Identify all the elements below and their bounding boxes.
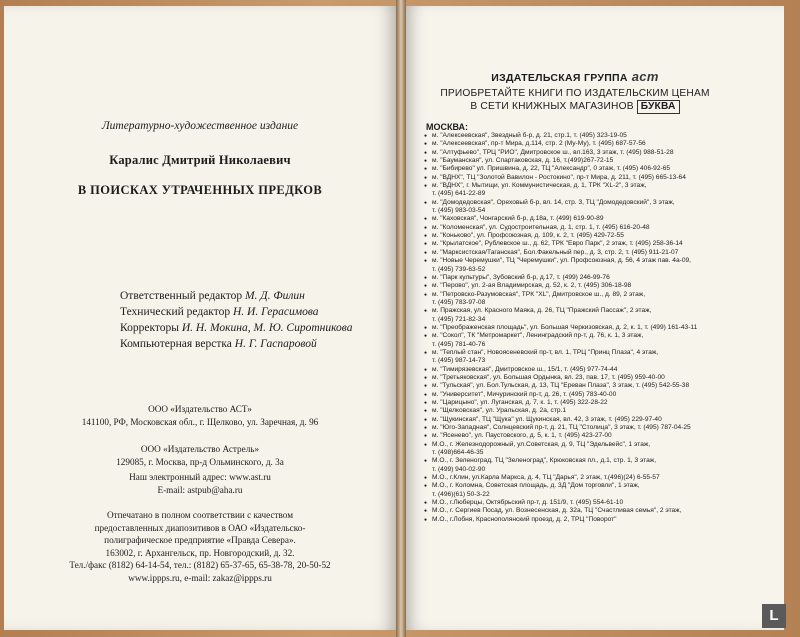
list-item: ● м. "Коломенская", ул. Судостроительная, д. 1, стр. 1, т. (495) 616-20-48: [424, 223, 650, 231]
bullet-icon: ●: [424, 333, 428, 340]
list-item: ● М.О., г. Зеленоград, ТЦ "Зеленоград", Крюковская пл., д.1, стр. 1, 3 этаж,: [424, 457, 657, 465]
bullet-icon: ●: [424, 241, 428, 248]
list-item: ● м. "Ясенево", ул. Паустовского, д. 5, к. 1, т. (495) 423-27-00: [424, 432, 612, 440]
ast-logo-icon: аст: [631, 69, 659, 84]
credit-line: Компьютерная верстка Н. Г. Гаспаровой: [120, 338, 317, 350]
list-item: ● м. "ВДНХ", г. Мытищи, ул. Коммунистическая, д. 1, ТРК "XL-2", 3 этаж,: [424, 182, 647, 190]
book-title: В ПОИСКАХ УТРАЧЕННЫХ ПРЕДКОВ: [77, 183, 323, 197]
credit-line: Технический редактор Н. И. Герасимова: [120, 306, 319, 318]
bullet-icon: ●: [424, 283, 428, 290]
list-item: ● м. "Марксистская/Таганская", Бол.Факельный пер., д. 3, стр. 2, т. (495) 911-21-07: [424, 248, 679, 256]
list-item: ● м. "Царицыно", ул. Луганская, д. 7, к. 1, т. (495) 322-28-22: [424, 399, 608, 406]
list-item: ● м. "Алтуфьево", ТРЦ "РИО", Дмитровское ш., вл.163, 3 этаж, т. (495) 988-51-28: [424, 148, 674, 156]
bullet-icon: ●: [424, 374, 428, 381]
bukva-logo: БУКВА: [637, 100, 680, 114]
bullet-icon: ●: [424, 233, 428, 240]
bullet-icon: ●: [424, 516, 428, 523]
list-item: ● м. "Щелковская", ул. Уральская, д. 2а, стр.1: [424, 407, 567, 415]
list-item: т. (496)(61) 50-3-22: [432, 490, 490, 498]
bullet-icon: ●: [424, 500, 428, 507]
list-item: ● м. "Тимирязевская", Дмитровское ш., 15/1, т. (495) 977-74-44: [424, 365, 618, 373]
bullet-icon: ●: [424, 274, 428, 281]
list-item: ● м. "Крылатское", Рублевское ш., д. 62, ТРК "Евро Парк", 2 этаж, т. (495) 258-36-14: [424, 240, 683, 248]
publisher-astrel: ООО «Издательство Астрель» 129085, г. Москва, пр-д Ольминского, д. 3а: [116, 444, 284, 467]
list-item: ● М.О., г. Сергиев Посад, ул. Вознесенская, д. 32а, ТЦ "Счастливая семья", 2 этаж,: [424, 507, 682, 515]
bullet-icon: ●: [424, 291, 428, 298]
list-item: ● м. "Бибирево" ул. Пришвина, д. 22, ТЦ "Александр", 0 этаж, т. (495) 406-92-65: [424, 165, 671, 173]
list-item: т. (495) 783-97-08: [432, 298, 486, 306]
bullet-icon: ●: [424, 391, 428, 398]
list-item: ● М.О., г.Люберцы, Октябрьский пр-т, д. 151/9, т. (495) 554-61-10: [424, 499, 624, 507]
watermark-badge: L: [762, 604, 786, 628]
bullet-icon: ●: [424, 133, 428, 139]
bullet-icon: ●: [424, 349, 428, 356]
credit-line: Ответственный редактор М. Д. Филин: [120, 290, 305, 302]
list-item: ● м. Пражская, ул. Красного Маяка, д. 26, ТЦ "Пражский Пассаж", 2 этаж,: [424, 307, 652, 315]
bullet-icon: ●: [424, 458, 428, 465]
list-item: т. (495) 987-14-73: [432, 357, 486, 365]
bullet-icon: ●: [424, 508, 428, 515]
list-item: ● м. "Теплый стан", Новоясеневский пр-т, вл. 1, ТРЦ "Принц Плаза", 4 этаж,: [424, 348, 659, 356]
bullet-icon: ●: [424, 433, 428, 440]
list-item: ● м. "Бауманская", ул. Спартаковская, д. 16, т.(499)267-72-15: [424, 157, 614, 165]
credits-block: [120, 288, 352, 352]
bullet-icon: ●: [424, 224, 428, 231]
bullet-icon: ●: [424, 408, 428, 415]
bullet-icon: ●: [424, 308, 428, 315]
list-item: ● м. "Тульская", ул. Бол.Тульская, д. 13, ТЦ "Ереван Плаза", 3 этаж, т. (495) 542-55-38: [424, 382, 690, 390]
list-item: ● м. "Щукинская", ТЦ "Щука" ул. Щукинская, вл. 42, 3 этаж, т. (495) 229-97-40: [424, 415, 662, 423]
list-item: ● м. "Алексеевская", Звездный б-р, д. 21, стр.1, т. (495) 323-19-05: [424, 132, 627, 139]
bullet-icon: ●: [424, 141, 428, 148]
list-item: ● м. "Новые Черемушки", ТЦ "Черемушки", ул. Профсоюзная, д. 56, 4 этаж пав. 4а-09,: [424, 257, 692, 265]
store-list: [424, 132, 764, 524]
list-item: т. (498)664-46-35: [432, 449, 484, 457]
list-item: ● М.О., г. Железнодорожный, ул.Советская, д. 9, ТЦ "Эдельвейс", 1 этаж,: [424, 440, 651, 448]
bullet-icon: ●: [424, 425, 428, 432]
bullet-icon: ●: [424, 383, 428, 390]
list-item: т. (499) 940-02-90: [432, 465, 486, 473]
bullet-icon: ●: [424, 174, 428, 181]
author-name: Каралис Дмитрий Николаевич: [109, 153, 291, 167]
list-item: ● м. "Перово", ул. 2-ая Владимирская, д. 52, к. 2, т. (495) 306-18-98: [424, 282, 632, 290]
bullet-icon: ●: [424, 249, 428, 256]
bullet-icon: ●: [424, 475, 428, 482]
contact-block: Наш электронный адрес: www.ast.ru E-mail: astpub@aha.ru: [129, 472, 271, 495]
list-item: т. (495) 739-63-52: [432, 265, 486, 273]
list-item: ● м. "ВДНХ", ТЦ "Золотой Вавилон - Ростокино", пр-т Мира, д. 211, т. (495) 665-13-64: [424, 173, 686, 181]
bullet-icon: ●: [424, 324, 428, 331]
list-item: ● м. "Коньково", ул. Профсоюзная, д. 109, к. 2, т. (495) 429-72-55: [424, 232, 624, 240]
list-item: ● м. "Парк культуры", Зубовский б-р, д.17, т. (499) 246-99-76: [424, 273, 610, 281]
edition-type: Литературно-художественное издание: [101, 120, 299, 132]
bullet-icon: ●: [424, 158, 428, 165]
list-item: ● м. "Каховская", Чонгарский б-р, д.18а, т. (499) 619-90-89: [424, 215, 604, 223]
list-item: ● м. "Алексеевская", пр-т Мира, д.114, стр. 2 (Му-Му), т. (495) 687-57-56: [424, 140, 646, 148]
promo-text: ПРИОБРЕТАЙТЕ КНИГИ ПО ИЗДАТЕЛЬСКИМ ЦЕНАМ В СЕТИ КНИЖНЫХ МАГАЗИНОВ БУКВА: [440, 88, 710, 112]
list-item: ● м. "Домодедовская", Ореховый б-р, вл. 14, стр. 3, ТЦ "Домодедовский", 3 этаж,: [424, 198, 675, 206]
list-item: ● м. "Петровско-Разумовская", ТРК "XL", Дмитровское ш., д. 89, 2 этаж,: [424, 290, 646, 298]
bullet-icon: ●: [424, 149, 428, 156]
publisher-ast: ООО «Издательство АСТ» 141100, РФ, Московская обл., г. Щелково, ул. Заречная, д. 96: [81, 404, 319, 427]
list-item: ● М.О., г.Клин, ул.Карла Маркса, д. 4, ТЦ "Дарья", 2 этаж, т.(496)(24) 6-55-57: [424, 474, 660, 482]
publisher-group-header: ИЗДАТЕЛЬСКАЯ ГРУППА аст: [491, 69, 659, 84]
list-item: т. (495) 721-82-34: [432, 315, 486, 323]
bullet-icon: ●: [424, 166, 428, 173]
list-item: ● М.О., г.Лобня, Краснополянский проезд, д. 2, ТРЦ "Поворот": [424, 515, 617, 523]
bullet-icon: ●: [424, 366, 428, 373]
bullet-icon: ●: [424, 441, 428, 448]
bullet-icon: ●: [424, 199, 428, 206]
list-item: ● м. "Преображенская площадь", ул. Большая Черкизовская, д. 2, к. 1, т. (499) 161-43-11: [424, 323, 698, 331]
list-item: т. (495) 641-22-89: [432, 190, 486, 198]
credit-line: Корректоры И. Н. Мокина, М. Ю. Сиротникова: [120, 322, 353, 334]
city-heading: МОСКВА:: [426, 122, 469, 132]
list-item: ● м. "Третьяковская", ул. Большая Ордынка, вл. 23, пав. 17, т. (495) 959-40-00: [424, 373, 665, 381]
list-item: ● м. "Юго-Западная", Солнцевский пр-т, д. 21, ТЦ "Столица", 3 этаж, т. (495) 787-04-25: [424, 424, 691, 432]
list-item: т. (495) 781-40-76: [432, 340, 486, 348]
bullet-icon: ●: [424, 400, 428, 406]
bullet-icon: ●: [424, 258, 428, 265]
list-item: ● М.О., г. Коломна, Советская площадь, д. 3Д "Дом торговли", 1 этаж,: [424, 482, 640, 490]
printing-info: Отпечатано в полном соответствии с качеством предоставленных диапозитивов в ОАО «Издательско- полиграфическое предприятие «Правда Севера». 163002, г. Архангельск, пр. Новгородский, д. 32. Тел./факс (8182) 64-14-54, тел.: (8182) 65-37-65, 65-38-78, 20-50-52 www.ippps.ru, e-mail: zakaz@ippps.ru: [69, 510, 331, 583]
bullet-icon: ●: [424, 416, 428, 423]
bullet-icon: ●: [424, 183, 428, 190]
list-item: ● м. "Сокол", ТК "Метромаркет", Ленинградский пр-т, д. 76, к. 1, 3 этаж,: [424, 332, 644, 340]
list-item: т. (495) 983-03-54: [432, 207, 486, 215]
bullet-icon: ●: [424, 483, 428, 490]
bullet-icon: ●: [424, 216, 428, 223]
list-item: ● м. "Университет", Мичуринский пр-т, д. 26, т. (495) 783-40-00: [424, 390, 617, 398]
